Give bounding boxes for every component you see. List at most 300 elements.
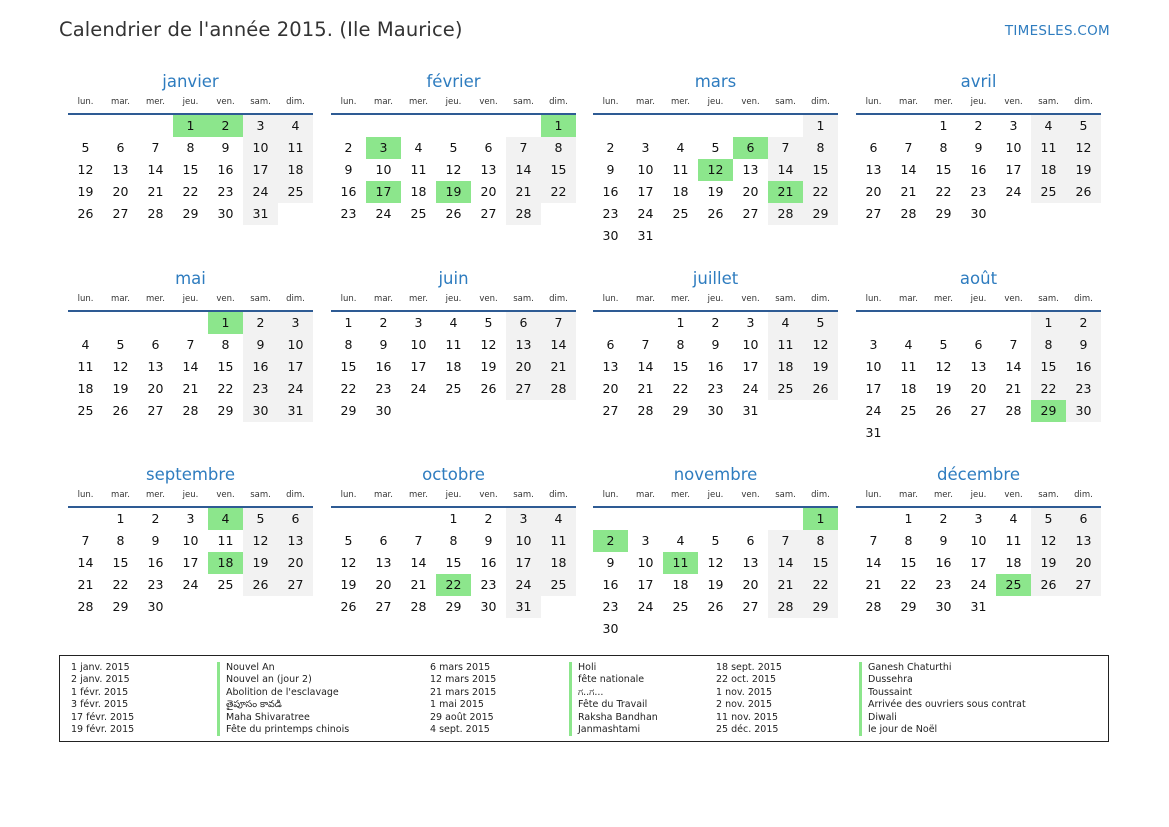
week-row (856, 378, 1101, 400)
legend-holiday-name: Ganesh Chaturthi (859, 662, 1026, 674)
day-cell: 12 (803, 334, 838, 356)
day-empty (471, 400, 506, 422)
day-cell: 28 (768, 596, 803, 618)
day-cell: 18 (278, 159, 313, 181)
day-empty (103, 115, 138, 137)
day-cell: 8 (186, 140, 195, 155)
day-cell: 2 (151, 511, 160, 526)
day-empty (856, 312, 891, 334)
day-cell: 26 (935, 403, 952, 418)
day-cell: 9 (344, 162, 353, 177)
day-cell: 14 (1005, 359, 1022, 374)
day-cell: 18 (410, 184, 427, 199)
day-cell: 21 (410, 577, 427, 592)
day-empty (1031, 203, 1066, 225)
weekday-header (68, 293, 313, 312)
weekday-label: dim. (1074, 97, 1093, 107)
weekday-label: mar. (899, 490, 918, 500)
weekday-label: mer. (934, 490, 953, 500)
weekday-label: sam. (775, 490, 796, 500)
day-cell: 30 (1066, 400, 1101, 422)
day-cell: 25 (672, 599, 689, 614)
day-holiday: 11 (663, 552, 698, 574)
day-cell: 23 (935, 577, 952, 592)
week-row (856, 530, 1101, 552)
day-holiday: 18 (208, 552, 243, 574)
weekday-label: sam. (250, 490, 271, 500)
day-cell: 5 (81, 140, 90, 155)
day-cell: 8 (1031, 334, 1066, 356)
day-cell: 1 (344, 315, 353, 330)
day-cell: 27 (742, 206, 759, 221)
day-cell: 16 (707, 359, 724, 374)
weekday-label: sam. (513, 97, 534, 107)
legend-date: 6 mars 2015 (430, 662, 491, 673)
day-empty (628, 508, 663, 530)
day-cell: 6 (606, 337, 615, 352)
day-cell: 9 (939, 533, 948, 548)
day-empty (698, 115, 733, 137)
legend-date: 17 févr. 2015 (71, 711, 135, 723)
day-cell: 11 (1005, 533, 1022, 548)
day-cell: 30 (243, 400, 278, 422)
day-cell: 13 (742, 162, 759, 177)
month-3 (856, 72, 1101, 225)
day-cell: 28 (865, 599, 882, 614)
day-cell: 16 (340, 184, 357, 199)
day-cell: 6 (974, 337, 983, 352)
day-cell: 28 (637, 403, 654, 418)
day-empty (891, 312, 926, 334)
day-cell: 9 (974, 140, 983, 155)
day-cell: 30 (375, 403, 392, 418)
day-cell: 20 (506, 356, 541, 378)
weekday-label: mer. (671, 97, 690, 107)
day-empty (663, 225, 698, 247)
day-cell: 17 (410, 359, 427, 374)
day-cell: 9 (606, 162, 615, 177)
day-cell: 19 (707, 184, 724, 199)
day-cell: 8 (803, 530, 838, 552)
day-cell: 28 (900, 206, 917, 221)
week-row (593, 508, 838, 530)
day-empty (208, 596, 243, 618)
week-row (68, 378, 313, 400)
day-cell: 8 (904, 533, 913, 548)
day-cell: 30 (935, 599, 952, 614)
legend-holiday-name: ಗ..ಗ... (569, 687, 658, 699)
week-row (856, 400, 1101, 422)
day-cell: 21 (541, 356, 576, 378)
legend-date: 29 août 2015 (430, 711, 494, 723)
weekday-label: lun. (865, 490, 882, 500)
day-empty (891, 115, 926, 137)
day-cell: 25 (672, 206, 689, 221)
day-empty (856, 115, 891, 137)
week-row (856, 159, 1101, 181)
day-cell: 8 (449, 533, 458, 548)
weekday-label: lun. (602, 490, 619, 500)
week-row (68, 181, 313, 203)
day-empty (961, 422, 996, 444)
day-cell: 21 (1005, 381, 1022, 396)
day-cell: 9 (379, 337, 388, 352)
weekday-label: mar. (374, 97, 393, 107)
day-cell: 21 (506, 181, 541, 203)
day-cell: 12 (112, 359, 129, 374)
day-empty (278, 596, 313, 618)
legend-holiday-name: Nouvel an (jour 2) (217, 674, 349, 686)
day-cell: 13 (112, 162, 129, 177)
weekday-label: ven. (741, 490, 760, 500)
month-name: juillet (692, 269, 739, 288)
legend-date: 21 mars 2015 (430, 686, 497, 698)
day-cell: 21 (182, 381, 199, 396)
day-empty (278, 203, 313, 225)
day-cell: 27 (278, 574, 313, 596)
day-cell: 8 (344, 337, 353, 352)
day-cell: 19 (77, 184, 94, 199)
day-empty (961, 312, 996, 334)
day-cell: 16 (480, 555, 497, 570)
day-cell: 5 (803, 312, 838, 334)
day-cell: 12 (480, 337, 497, 352)
legend-dates-col (716, 662, 782, 736)
day-cell: 1 (803, 115, 838, 137)
weekday-label: dim. (811, 490, 830, 500)
day-cell: 20 (278, 552, 313, 574)
week-row (331, 378, 576, 400)
day-cell: 11 (77, 359, 94, 374)
day-cell: 6 (278, 508, 313, 530)
day-cell: 10 (243, 137, 278, 159)
day-cell: 18 (1031, 159, 1066, 181)
week-row (856, 422, 1101, 444)
day-cell: 29 (340, 403, 357, 418)
day-empty (401, 508, 436, 530)
week-row (68, 574, 313, 596)
day-cell: 16 (243, 356, 278, 378)
day-cell: 8 (116, 533, 125, 548)
day-cell: 27 (480, 206, 497, 221)
weekday-label: lun. (77, 97, 94, 107)
day-cell: 17 (637, 184, 654, 199)
day-cell: 29 (112, 599, 129, 614)
day-cell: 11 (278, 137, 313, 159)
day-cell: 29 (803, 203, 838, 225)
legend-date: 3 févr. 2015 (71, 699, 129, 711)
day-cell: 14 (541, 334, 576, 356)
day-cell: 9 (221, 140, 230, 155)
weekday-header (331, 293, 576, 312)
weekday-label: mer. (409, 97, 428, 107)
day-cell: 21 (900, 184, 917, 199)
day-cell: 10 (970, 533, 987, 548)
weekday-header (593, 293, 838, 312)
week-row (68, 115, 313, 137)
weekday-label: ven. (216, 97, 235, 107)
day-cell: 27 (602, 403, 619, 418)
weekday-label: sam. (513, 490, 534, 500)
day-holiday: 25 (996, 574, 1031, 596)
week-row (593, 400, 838, 422)
legend-date: 1 nov. 2015 (716, 686, 772, 698)
month-1 (331, 72, 576, 225)
day-cell: 24 (278, 378, 313, 400)
legend-date: 18 sept. 2015 (716, 662, 782, 673)
day-cell: 30 (217, 206, 234, 221)
day-cell: 30 (480, 599, 497, 614)
month-name: juin (438, 269, 469, 288)
week-row (856, 115, 1101, 137)
day-cell: 20 (865, 184, 882, 199)
day-empty (733, 225, 768, 247)
day-cell: 7 (768, 137, 803, 159)
weekday-label: dim. (549, 97, 568, 107)
legend-date: 1 janv. 2015 (71, 662, 130, 673)
day-cell: 9 (1066, 334, 1101, 356)
weekday-label: dim. (811, 294, 830, 304)
day-cell: 10 (742, 337, 759, 352)
day-cell: 29 (182, 206, 199, 221)
day-cell: 11 (1031, 137, 1066, 159)
weekday-label: sam. (513, 294, 534, 304)
day-cell: 22 (900, 577, 917, 592)
weekday-label: sam. (1038, 294, 1059, 304)
day-cell: 10 (278, 334, 313, 356)
day-cell: 26 (480, 381, 497, 396)
weekday-label: sam. (250, 294, 271, 304)
day-empty (663, 618, 698, 640)
month-name: mars (694, 72, 737, 91)
day-empty (243, 596, 278, 618)
day-cell: 26 (340, 599, 357, 614)
day-cell: 20 (112, 184, 129, 199)
legend-date: 22 oct. 2015 (716, 674, 777, 686)
day-cell: 14 (506, 159, 541, 181)
day-cell: 7 (904, 140, 913, 155)
weekday-label: ven. (479, 490, 498, 500)
week-row (68, 137, 313, 159)
day-empty (541, 596, 576, 618)
day-cell: 16 (935, 555, 952, 570)
week-row (856, 552, 1101, 574)
day-empty (803, 618, 838, 640)
day-cell: 16 (1066, 356, 1101, 378)
weekday-label: lun. (340, 97, 357, 107)
day-cell: 31 (637, 228, 654, 243)
week-row (68, 552, 313, 574)
week-row (331, 181, 576, 203)
day-cell: 6 (484, 140, 493, 155)
day-cell: 28 (541, 378, 576, 400)
day-cell: 14 (410, 555, 427, 570)
weekday-label: lun. (865, 294, 882, 304)
day-empty (401, 400, 436, 422)
day-empty (541, 203, 576, 225)
weekday-header (856, 96, 1101, 115)
week-row (856, 312, 1101, 334)
day-cell: 6 (379, 533, 388, 548)
day-cell: 22 (672, 381, 689, 396)
weekday-label: mer. (934, 294, 953, 304)
day-cell: 27 (147, 403, 164, 418)
day-empty (366, 508, 401, 530)
week-row (331, 530, 576, 552)
day-cell: 4 (541, 508, 576, 530)
month-11 (856, 465, 1101, 618)
day-cell: 21 (77, 577, 94, 592)
weekday-label: mer. (146, 490, 165, 500)
day-cell: 3 (641, 140, 650, 155)
day-holiday: 2 (593, 530, 628, 552)
day-cell: 24 (506, 574, 541, 596)
day-holiday: 29 (1031, 400, 1066, 422)
weekday-label: jeu. (707, 490, 724, 500)
day-cell: 15 (1031, 356, 1066, 378)
day-cell: 26 (445, 206, 462, 221)
weekday-label: mar. (374, 490, 393, 500)
day-cell: 22 (803, 574, 838, 596)
legend-holiday-name: Diwali (859, 712, 1026, 724)
week-row (856, 596, 1101, 618)
weekday-label: dim. (286, 490, 305, 500)
weekday-label: ven. (741, 97, 760, 107)
legend-dates-col (430, 662, 496, 736)
day-empty (856, 508, 891, 530)
day-cell: 17 (970, 555, 987, 570)
day-cell: 8 (939, 140, 948, 155)
day-cell: 11 (217, 533, 234, 548)
weekday-header (593, 96, 838, 115)
day-cell: 31 (742, 403, 759, 418)
weekday-label: dim. (811, 97, 830, 107)
day-cell: 19 (935, 381, 952, 396)
day-cell: 3 (186, 511, 195, 526)
day-cell: 26 (803, 378, 838, 400)
weekday-label: mar. (899, 97, 918, 107)
day-cell: 3 (414, 315, 423, 330)
weekday-label: lun. (340, 294, 357, 304)
day-cell: 29 (217, 403, 234, 418)
week-row (593, 596, 838, 618)
day-cell: 17 (506, 552, 541, 574)
day-empty (663, 115, 698, 137)
day-cell: 4 (278, 115, 313, 137)
day-cell: 2 (243, 312, 278, 334)
weekday-label: mer. (146, 294, 165, 304)
legend-holiday-name: Toussaint (859, 687, 1026, 699)
day-cell: 31 (865, 425, 882, 440)
week-row (856, 334, 1101, 356)
day-cell: 28 (182, 403, 199, 418)
weekday-header (68, 489, 313, 508)
day-cell: 22 (935, 184, 952, 199)
day-cell: 16 (217, 162, 234, 177)
day-empty (628, 618, 663, 640)
weekday-label: mar. (636, 490, 655, 500)
day-cell: 12 (445, 162, 462, 177)
day-cell: 15 (182, 162, 199, 177)
day-cell: 29 (445, 599, 462, 614)
week-row (331, 159, 576, 181)
week-row (593, 312, 838, 334)
weekday-label: jeu. (445, 490, 462, 500)
day-cell: 24 (375, 206, 392, 221)
day-empty (733, 508, 768, 530)
day-empty (926, 422, 961, 444)
day-cell: 13 (480, 162, 497, 177)
day-cell: 21 (637, 381, 654, 396)
legend-names-col (859, 662, 1026, 736)
day-cell: 2 (974, 118, 983, 133)
day-cell: 13 (602, 359, 619, 374)
day-holiday: 1 (208, 312, 243, 334)
legend-date: 12 mars 2015 (430, 674, 497, 686)
day-cell: 17 (182, 555, 199, 570)
weekday-label: mar. (111, 294, 130, 304)
day-cell: 7 (541, 312, 576, 334)
weekday-label: jeu. (182, 97, 199, 107)
day-cell: 5 (1066, 115, 1101, 137)
month-7 (856, 269, 1101, 444)
day-cell: 26 (1066, 181, 1101, 203)
day-empty (698, 508, 733, 530)
day-cell: 15 (803, 552, 838, 574)
day-cell: 2 (606, 140, 615, 155)
weekday-label: sam. (775, 97, 796, 107)
day-cell: 5 (711, 140, 720, 155)
day-cell: 26 (1031, 574, 1066, 596)
week-row (331, 334, 576, 356)
day-cell: 20 (1066, 552, 1101, 574)
day-empty (331, 508, 366, 530)
day-cell: 22 (541, 181, 576, 203)
week-row (331, 574, 576, 596)
legend-holiday-name: fête nationale (569, 674, 658, 686)
holiday-legend (59, 655, 1109, 742)
day-cell: 7 (506, 137, 541, 159)
day-cell: 28 (506, 203, 541, 225)
day-cell: 15 (935, 162, 952, 177)
day-cell: 17 (637, 577, 654, 592)
day-cell: 29 (672, 403, 689, 418)
month-name: septembre (146, 465, 235, 484)
day-cell: 24 (970, 577, 987, 592)
legend-holiday-name: Holi (569, 662, 658, 674)
month-name: décembre (937, 465, 1020, 484)
legend-holiday-name: Fête du printemps chinois (217, 724, 349, 736)
day-cell: 30 (707, 403, 724, 418)
day-cell: 6 (116, 140, 125, 155)
week-row (856, 181, 1101, 203)
day-cell: 8 (541, 137, 576, 159)
legend-date: 2 janv. 2015 (71, 674, 130, 686)
day-cell: 4 (81, 337, 90, 352)
day-cell: 4 (904, 337, 913, 352)
day-cell: 4 (676, 140, 685, 155)
day-cell: 18 (77, 381, 94, 396)
legend-names-col (217, 662, 349, 736)
day-cell: 25 (410, 206, 427, 221)
day-empty (733, 618, 768, 640)
day-empty (803, 225, 838, 247)
day-cell: 24 (410, 381, 427, 396)
week-row (68, 400, 313, 422)
brand-link[interactable]: TIMESLES.COM (1004, 23, 1110, 39)
day-cell: 5 (449, 140, 458, 155)
day-cell: 25 (1031, 181, 1066, 203)
